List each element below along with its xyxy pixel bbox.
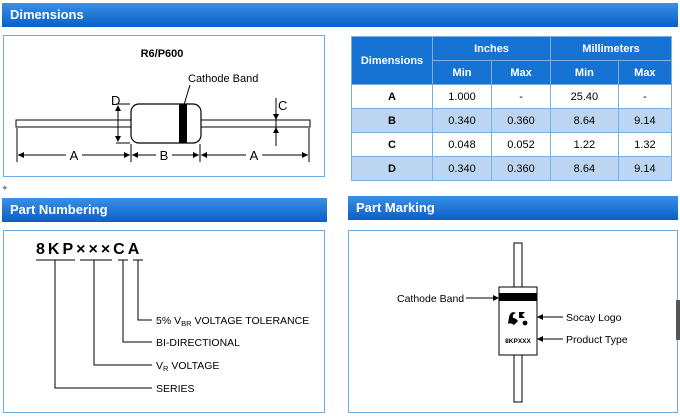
row-in-min: 0.048 [433, 133, 492, 157]
dimensions-header [2, 3, 678, 27]
product-type-label: Product Type [566, 334, 628, 346]
row-mm-max: 9.14 [618, 157, 671, 181]
row-dim: C [352, 133, 433, 157]
package-name: R6/P600 [140, 48, 184, 60]
part-numbering-panel [3, 230, 325, 413]
group-inches: Inches [433, 37, 551, 61]
row-dim: A [352, 85, 433, 109]
col-dimensions: Dimensions [352, 37, 433, 85]
marking-top-lead [514, 243, 522, 288]
dim-a-left-label: A [69, 148, 79, 163]
row-mm-min: 8.64 [551, 157, 619, 181]
part-numbering-diagram [4, 231, 324, 412]
dim-a-right-arrow1 [201, 152, 207, 158]
table-row [352, 109, 672, 133]
row-mm-min: 1.22 [551, 133, 619, 157]
marking-bottom-lead [514, 354, 522, 402]
row-dim: B [352, 109, 433, 133]
part-marking-panel [348, 230, 678, 413]
dimensions-header-text: Dimensions [10, 7, 84, 22]
dim-d-label: D [111, 93, 121, 108]
row-in-max: 0.052 [492, 133, 551, 157]
inches-min-header: Min [433, 61, 492, 85]
left-lead [16, 120, 132, 127]
mm-min-header: Min [551, 61, 619, 85]
dim-b-arrow2 [193, 152, 199, 158]
leader-series [55, 260, 152, 388]
row-mm-max: 1.32 [618, 133, 671, 157]
logo-arrowhead [537, 314, 543, 320]
dim-c-label: C [278, 98, 288, 113]
row-mm-min: 8.64 [551, 109, 619, 133]
part-marking-diagram [349, 231, 677, 412]
product-type-arrowhead [537, 336, 543, 342]
part-numbering-header [2, 198, 327, 222]
part-marking-header-text: Part Marking [356, 200, 435, 215]
row-in-min: 0.340 [433, 157, 492, 181]
dim-a-left-arrow1 [18, 152, 24, 158]
dim-c-arrow-top [273, 114, 279, 120]
dimensions-table [351, 36, 672, 181]
cathode-band [179, 104, 187, 143]
part-number-code: 8KP×××CA [36, 241, 143, 258]
cathode-band-label: Cathode Band [188, 73, 259, 85]
dim-a-right-label: A [249, 148, 259, 163]
row-mm-max: - [618, 85, 671, 109]
dim-b-arrow1 [132, 152, 138, 158]
marking-product-code: 8KPXXX [505, 338, 531, 345]
dim-b-label: B [159, 148, 169, 163]
row-in-max: 0.360 [492, 109, 551, 133]
row-in-min: 1.000 [433, 85, 492, 109]
edge-fragment [676, 300, 680, 340]
table-row [352, 85, 672, 109]
socay-logo-label: Socay Logo [566, 312, 622, 324]
table-row [352, 157, 672, 181]
dim-a-left-arrow2 [124, 152, 130, 158]
dim-c-arrow-bottom [273, 127, 279, 133]
small-marker: ✦ [1, 183, 9, 193]
marking-cathode-band [499, 293, 537, 301]
tolerance-label: 5% VBR VOLTAGE TOLERANCE [156, 315, 310, 328]
row-in-min: 0.340 [433, 109, 492, 133]
bidirectional-label: BI-DIRECTIONAL [156, 337, 241, 349]
diode-body [131, 104, 201, 143]
inches-max-header: Max [492, 61, 551, 85]
dim-d-arrow-bottom [115, 136, 121, 142]
row-dim: D [352, 157, 433, 181]
cathode-band-arrowhead [493, 295, 499, 301]
dim-a-right-arrow2 [302, 152, 308, 158]
mm-max-header: Max [618, 61, 671, 85]
row-in-max: - [492, 85, 551, 109]
marking-cathode-band-label: Cathode Band [397, 293, 465, 305]
part-marking-header [348, 196, 678, 220]
right-lead [200, 120, 310, 127]
part-numbering-header-text: Part Numbering [10, 202, 108, 217]
voltage-label: VR VOLTAGE [156, 360, 220, 373]
package-drawing-panel [3, 35, 325, 177]
table-row [352, 133, 672, 157]
package-drawing [4, 36, 324, 176]
leader-tolerance [138, 260, 152, 320]
series-label: SERIES [156, 383, 195, 395]
row-mm-min: 25.40 [551, 85, 619, 109]
row-in-max: 0.360 [492, 157, 551, 181]
group-millimeters: Millimeters [551, 37, 672, 61]
row-mm-max: 9.14 [618, 109, 671, 133]
